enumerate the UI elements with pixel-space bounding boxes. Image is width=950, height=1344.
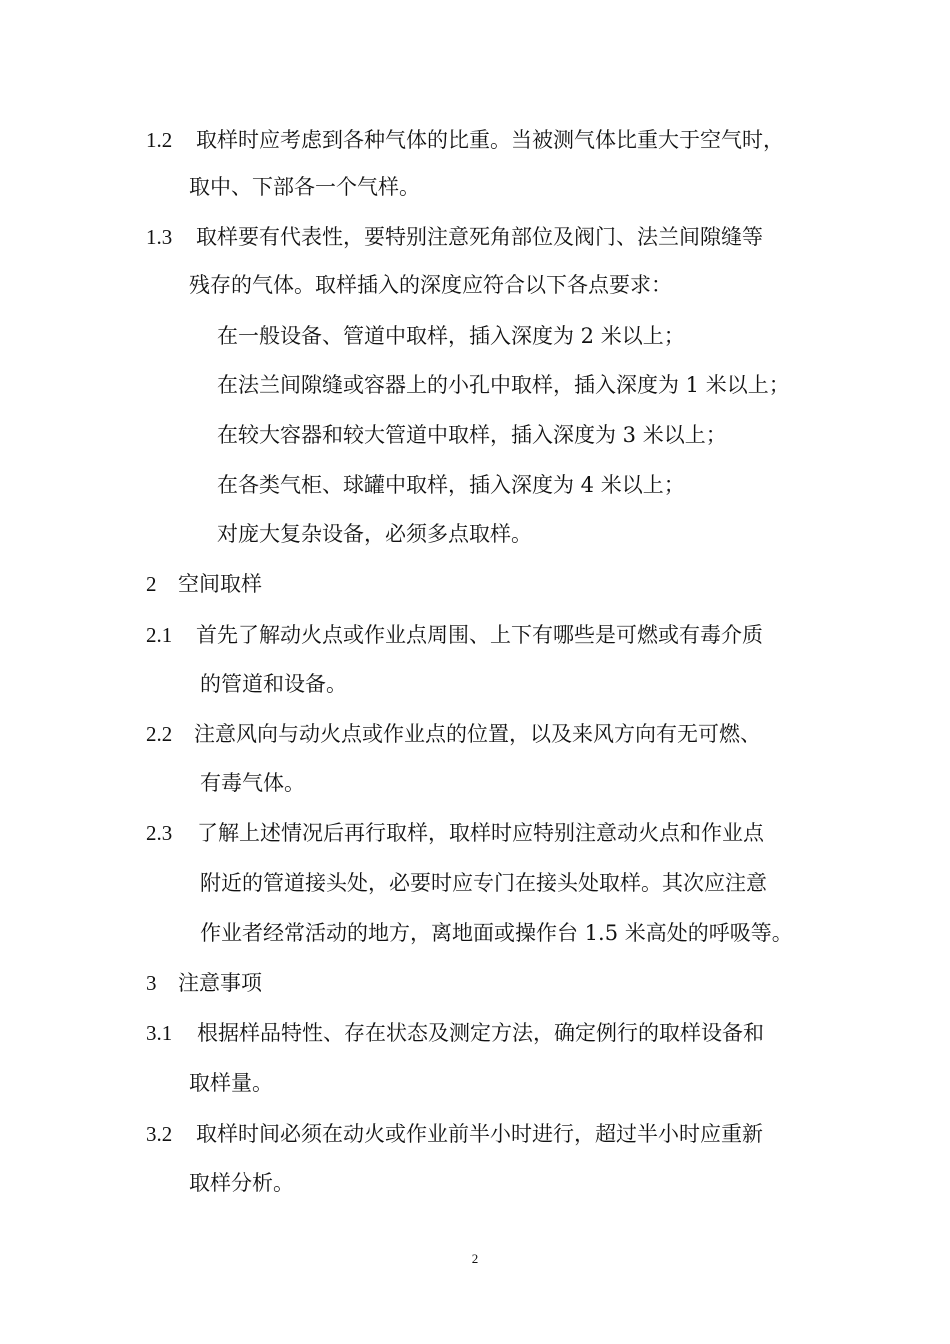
depth-rule-3: 在较大容器和较大管道中取样，插入深度为 3 米以上； xyxy=(217,423,727,447)
item-text: 取样要有代表性，要特别注意死角部位及阀门、法兰间隙缝等 xyxy=(196,225,763,249)
item-number: 3.2 xyxy=(146,1122,173,1146)
section-number: 3 xyxy=(146,971,157,995)
item-1-2-continuation: 取中、下部各一个气样。 xyxy=(189,175,420,199)
item-2-1-continuation: 的管道和设备。 xyxy=(200,672,347,696)
item-3-2 xyxy=(146,1121,763,1147)
item-number: 2.1 xyxy=(146,623,173,647)
item-text: 了解上述情况后再行取样，取样时应特别注意动火点和作业点 xyxy=(197,821,764,845)
depth-rule-5: 对庞大复杂设备，必须多点取样。 xyxy=(217,522,532,546)
section-2-heading xyxy=(146,571,262,597)
item-text: 根据样品特性、存在状态及测定方法，确定例行的取样设备和 xyxy=(197,1021,764,1045)
page-number: 2 xyxy=(471,1251,479,1266)
item-2-2 xyxy=(146,721,761,747)
item-number: 2.2 xyxy=(146,722,173,746)
item-text: 注意风向与动火点或作业点的位置，以及来风方向有无可燃、 xyxy=(194,722,761,746)
item-1-3 xyxy=(146,224,763,250)
item-2-2-continuation: 有毒气体。 xyxy=(200,771,305,795)
section-title: 注意事项 xyxy=(178,971,262,995)
depth-rule-4: 在各类气柜、球罐中取样，插入深度为 4 米以上； xyxy=(217,473,685,497)
item-2-3-continuation-1: 附近的管道接头处，必要时应专门在接头处取样。其次应注意 xyxy=(200,871,767,895)
item-3-1 xyxy=(146,1020,764,1046)
item-number: 1.2 xyxy=(146,128,173,152)
item-text: 取样时应考虑到各种气体的比重。当被测气体比重大于空气时， xyxy=(196,128,784,152)
item-2-3 xyxy=(146,820,764,846)
item-3-2-continuation: 取样分析。 xyxy=(189,1171,294,1195)
section-3-heading xyxy=(146,970,262,996)
item-number: 2.3 xyxy=(146,821,173,845)
item-number: 1.3 xyxy=(146,225,173,249)
item-1-3-continuation: 残存的气体。取样插入的深度应符合以下各点要求： xyxy=(189,273,672,297)
item-number: 3.1 xyxy=(146,1021,173,1045)
item-text: 取样时间必须在动火或作业前半小时进行，超过半小时应重新 xyxy=(196,1122,763,1146)
section-number: 2 xyxy=(146,572,157,596)
item-2-1 xyxy=(146,622,763,648)
item-text: 首先了解动火点或作业点周围、上下有哪些是可燃或有毒介质 xyxy=(196,623,763,647)
section-title: 空间取样 xyxy=(178,572,262,596)
depth-rule-2: 在法兰间隙缝或容器上的小孔中取样，插入深度为 1 米以上； xyxy=(217,373,790,397)
item-3-1-continuation: 取样量。 xyxy=(189,1071,273,1095)
item-1-2 xyxy=(146,127,784,153)
depth-rule-1: 在一般设备、管道中取样，插入深度为 2 米以上； xyxy=(217,324,685,348)
item-2-3-continuation-2: 作业者经常活动的地方，离地面或操作台 1.5 米高处的呼吸等。 xyxy=(200,921,793,945)
